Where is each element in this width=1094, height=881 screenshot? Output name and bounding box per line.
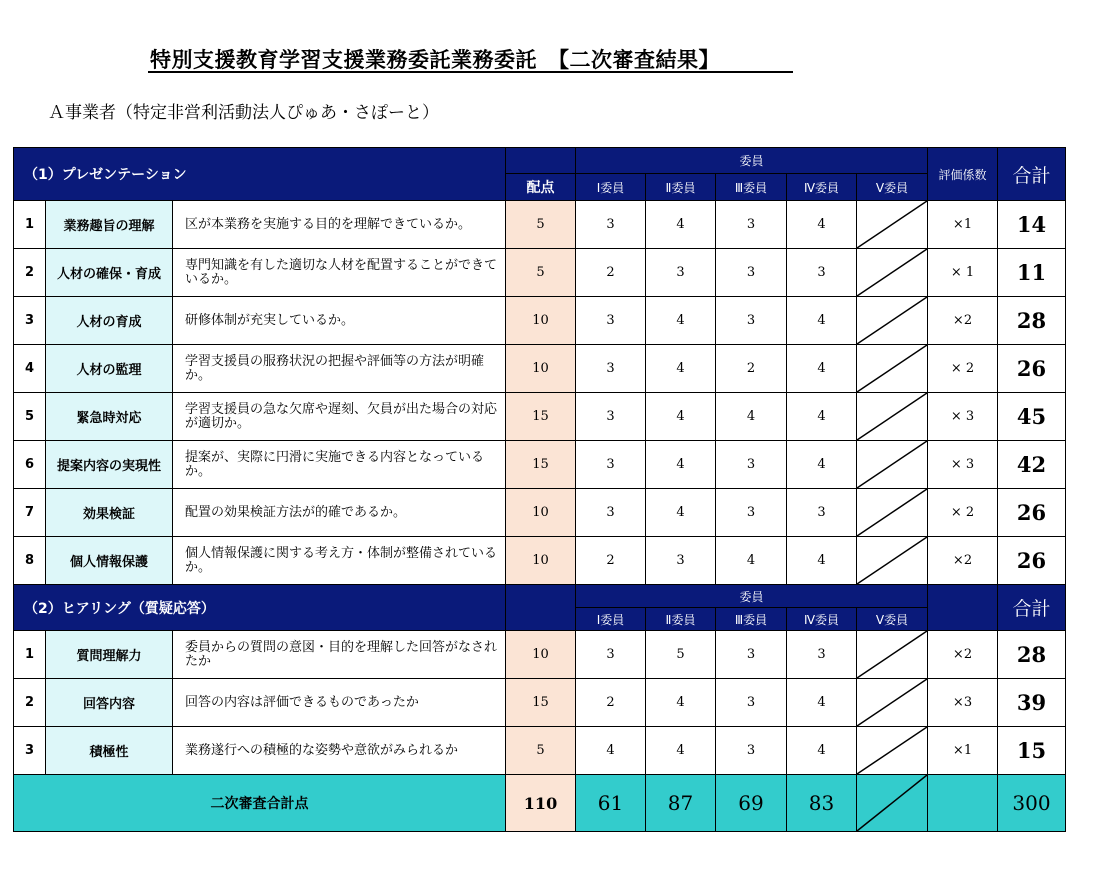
title-underline — [148, 71, 793, 73]
item-description: 学習支援員の急な欠席や遅刻、欠員が出た場合の対応が適切か。 — [173, 393, 506, 441]
member-5-score-empty — [857, 679, 928, 727]
business-operator-name: Ａ事業者（特定非営利活動法人ぴゅあ・さぽーと） — [48, 103, 439, 123]
section2-header-row — [14, 585, 1066, 608]
member-5-score-empty — [857, 249, 928, 297]
item-description: 区が本業務を実施する目的を理解できているか。 — [173, 201, 506, 249]
member-4-header: Ⅳ委員 — [787, 174, 857, 201]
member-4-score: 4 — [787, 679, 857, 727]
grand-max-score: 110 — [506, 775, 576, 832]
item-coefficient: ×1 — [928, 201, 998, 249]
score-header: 配点 — [506, 174, 576, 201]
evaluation-table — [13, 147, 1066, 832]
member-5-header: Ⅴ委員 — [857, 174, 928, 201]
member-5-score-empty — [857, 727, 928, 775]
item-max-score: 10 — [506, 297, 576, 345]
section2-committee-label: 委員 — [576, 585, 928, 608]
member-2-score: 4 — [646, 441, 716, 489]
grand-total-value: 300 — [998, 775, 1066, 832]
item-total: 26 — [998, 489, 1066, 537]
member-2-score: 4 — [646, 201, 716, 249]
member-5-score-empty — [857, 201, 928, 249]
item-coefficient: ×1 — [928, 727, 998, 775]
member-2-header: Ⅱ委員 — [646, 174, 716, 201]
section2-total-header: 合計 — [998, 585, 1066, 631]
item-number: 5 — [14, 393, 46, 441]
member-3-score: 4 — [716, 393, 787, 441]
member-3-score: 3 — [716, 631, 787, 679]
member-1-score: 3 — [576, 441, 646, 489]
member-1-score: 3 — [576, 631, 646, 679]
member-4-score: 3 — [787, 249, 857, 297]
member-1-score: 2 — [576, 249, 646, 297]
item-max-score: 5 — [506, 249, 576, 297]
item-number: 3 — [14, 727, 46, 775]
member-1-score: 4 — [576, 727, 646, 775]
member-1-score: 2 — [576, 679, 646, 727]
member-2-score: 4 — [646, 393, 716, 441]
member-4-score: 4 — [787, 393, 857, 441]
table-row — [14, 393, 1066, 441]
section2-score-header-spacer — [506, 585, 576, 631]
member-2-score: 4 — [646, 489, 716, 537]
item-coefficient: ×2 — [928, 537, 998, 585]
member-4-score: 3 — [787, 631, 857, 679]
page-title: 特別支援教育学習支援業務委託業務委託 【二次審査結果】 — [150, 48, 720, 72]
item-name: 緊急時対応 — [46, 393, 173, 441]
item-description: 回答の内容は評価できるものであったか — [173, 679, 506, 727]
member-5-score-empty — [857, 441, 928, 489]
item-max-score: 10 — [506, 345, 576, 393]
diagonal-line-icon — [857, 775, 927, 831]
grand-total-row — [14, 775, 1066, 832]
item-total: 42 — [998, 441, 1066, 489]
item-total: 14 — [998, 201, 1066, 249]
diagonal-line-icon — [857, 345, 927, 392]
table-row — [14, 727, 1066, 775]
section1-title: （1）プレゼンテーション — [14, 148, 506, 201]
member-3-score: 2 — [716, 345, 787, 393]
member-5-score-empty — [857, 345, 928, 393]
member-2-score: 5 — [646, 631, 716, 679]
table-row — [14, 489, 1066, 537]
member-3-score: 3 — [716, 201, 787, 249]
member-1-header: Ⅰ委員 — [576, 174, 646, 201]
item-name: 人材の育成 — [46, 297, 173, 345]
item-description: 提案が、実際に円滑に実施できる内容となっているか。 — [173, 441, 506, 489]
table-row — [14, 631, 1066, 679]
member-1-score: 3 — [576, 345, 646, 393]
member-3-score: 3 — [716, 727, 787, 775]
member-1-score: 3 — [576, 201, 646, 249]
member-4-score: 4 — [787, 201, 857, 249]
member-4-score: 4 — [787, 441, 857, 489]
item-name: 回答内容 — [46, 679, 173, 727]
item-description: 研修体制が充実しているか。 — [173, 297, 506, 345]
diagonal-line-icon — [857, 297, 927, 344]
item-max-score: 5 — [506, 727, 576, 775]
diagonal-line-icon — [857, 249, 927, 296]
item-description: 配置の効果検証方法が的確であるか。 — [173, 489, 506, 537]
item-total: 45 — [998, 393, 1066, 441]
diagonal-line-icon — [857, 727, 927, 774]
diagonal-line-icon — [857, 537, 927, 584]
item-description: 個人情報保護に関する考え方・体制が整備されているか。 — [173, 537, 506, 585]
item-number: 2 — [14, 679, 46, 727]
grand-member-1-total: 61 — [576, 775, 646, 832]
member-3-score: 3 — [716, 489, 787, 537]
item-name: 質問理解力 — [46, 631, 173, 679]
item-number: 1 — [14, 631, 46, 679]
table-row — [14, 345, 1066, 393]
item-total: 28 — [998, 631, 1066, 679]
member-3-score: 3 — [716, 297, 787, 345]
member-1-score: 2 — [576, 537, 646, 585]
member-4-score: 4 — [787, 537, 857, 585]
section2-member-4-header: Ⅳ委員 — [787, 608, 857, 631]
item-coefficient: × 1 — [928, 249, 998, 297]
item-name: 個人情報保護 — [46, 537, 173, 585]
section1-header-row — [14, 148, 1066, 174]
member-3-score: 3 — [716, 249, 787, 297]
item-max-score: 15 — [506, 393, 576, 441]
member-2-score: 3 — [646, 249, 716, 297]
diagonal-line-icon — [857, 201, 927, 248]
table-row — [14, 297, 1066, 345]
diagonal-line-icon — [857, 441, 927, 488]
member-2-score: 4 — [646, 727, 716, 775]
item-coefficient: ×2 — [928, 297, 998, 345]
item-coefficient: × 2 — [928, 489, 998, 537]
diagonal-line-icon — [857, 631, 927, 678]
member-3-header: Ⅲ委員 — [716, 174, 787, 201]
section2-member-5-header: Ⅴ委員 — [857, 608, 928, 631]
item-coefficient: ×2 — [928, 631, 998, 679]
member-1-score: 3 — [576, 297, 646, 345]
section1-total-header: 合計 — [998, 148, 1066, 201]
grand-member-5-total-empty — [857, 775, 928, 832]
item-number: 7 — [14, 489, 46, 537]
diagonal-line-icon — [857, 489, 927, 536]
member-3-score: 3 — [716, 679, 787, 727]
section1-committee-label: 委員 — [576, 148, 928, 174]
member-5-score-empty — [857, 631, 928, 679]
item-max-score: 10 — [506, 537, 576, 585]
section2-member-3-header: Ⅲ委員 — [716, 608, 787, 631]
item-number: 2 — [14, 249, 46, 297]
grand-total-label: 二次審査合計点 — [14, 775, 506, 832]
item-total: 11 — [998, 249, 1066, 297]
item-total: 15 — [998, 727, 1066, 775]
section1-score-header-spacer — [506, 148, 576, 174]
item-name: 効果検証 — [46, 489, 173, 537]
evaluation-table-body — [14, 148, 1066, 832]
member-4-score: 4 — [787, 297, 857, 345]
grand-coef-empty — [928, 775, 998, 832]
diagonal-line-icon — [857, 679, 927, 726]
table-row — [14, 249, 1066, 297]
item-description: 委員からの質問の意図・目的を理解した回答がなされたか — [173, 631, 506, 679]
item-max-score: 10 — [506, 631, 576, 679]
member-1-score: 3 — [576, 489, 646, 537]
item-name: 提案内容の実現性 — [46, 441, 173, 489]
item-max-score: 15 — [506, 441, 576, 489]
grand-member-4-total: 83 — [787, 775, 857, 832]
member-5-score-empty — [857, 489, 928, 537]
item-description: 業務遂行への積極的な姿勢や意欲がみられるか — [173, 727, 506, 775]
member-5-score-empty — [857, 297, 928, 345]
member-5-score-empty — [857, 393, 928, 441]
member-2-score: 4 — [646, 345, 716, 393]
table-row — [14, 441, 1066, 489]
item-description: 学習支援員の服務状況の把握や評価等の方法が明確か。 — [173, 345, 506, 393]
item-number: 4 — [14, 345, 46, 393]
item-max-score: 5 — [506, 201, 576, 249]
member-3-score: 4 — [716, 537, 787, 585]
member-4-score: 4 — [787, 345, 857, 393]
coef-header: 評価係数 — [928, 148, 998, 201]
member-3-score: 3 — [716, 441, 787, 489]
section2-title: （2）ヒアリング（質疑応答） — [14, 585, 506, 631]
item-name: 業務趣旨の理解 — [46, 201, 173, 249]
item-max-score: 10 — [506, 489, 576, 537]
item-number: 1 — [14, 201, 46, 249]
member-2-score: 3 — [646, 537, 716, 585]
table-row — [14, 537, 1066, 585]
item-coefficient: × 3 — [928, 441, 998, 489]
grand-member-2-total: 87 — [646, 775, 716, 832]
item-number: 3 — [14, 297, 46, 345]
grand-member-3-total: 69 — [716, 775, 787, 832]
section2-member-2-header: Ⅱ委員 — [646, 608, 716, 631]
member-4-score: 4 — [787, 727, 857, 775]
item-max-score: 15 — [506, 679, 576, 727]
member-4-score: 3 — [787, 489, 857, 537]
item-coefficient: × 3 — [928, 393, 998, 441]
member-2-score: 4 — [646, 679, 716, 727]
item-total: 28 — [998, 297, 1066, 345]
item-name: 人材の確保・育成 — [46, 249, 173, 297]
table-row — [14, 679, 1066, 727]
table-row — [14, 201, 1066, 249]
section2-coef-header-spacer — [928, 585, 998, 631]
item-name: 積極性 — [46, 727, 173, 775]
section2-member-1-header: Ⅰ委員 — [576, 608, 646, 631]
member-2-score: 4 — [646, 297, 716, 345]
item-description: 専門知識を有した適切な人材を配置することができているか。 — [173, 249, 506, 297]
item-total: 26 — [998, 537, 1066, 585]
item-total: 39 — [998, 679, 1066, 727]
member-1-score: 3 — [576, 393, 646, 441]
item-coefficient: × 2 — [928, 345, 998, 393]
item-coefficient: ×3 — [928, 679, 998, 727]
item-total: 26 — [998, 345, 1066, 393]
member-5-score-empty — [857, 537, 928, 585]
item-name: 人材の監理 — [46, 345, 173, 393]
diagonal-line-icon — [857, 393, 927, 440]
item-number: 8 — [14, 537, 46, 585]
item-number: 6 — [14, 441, 46, 489]
